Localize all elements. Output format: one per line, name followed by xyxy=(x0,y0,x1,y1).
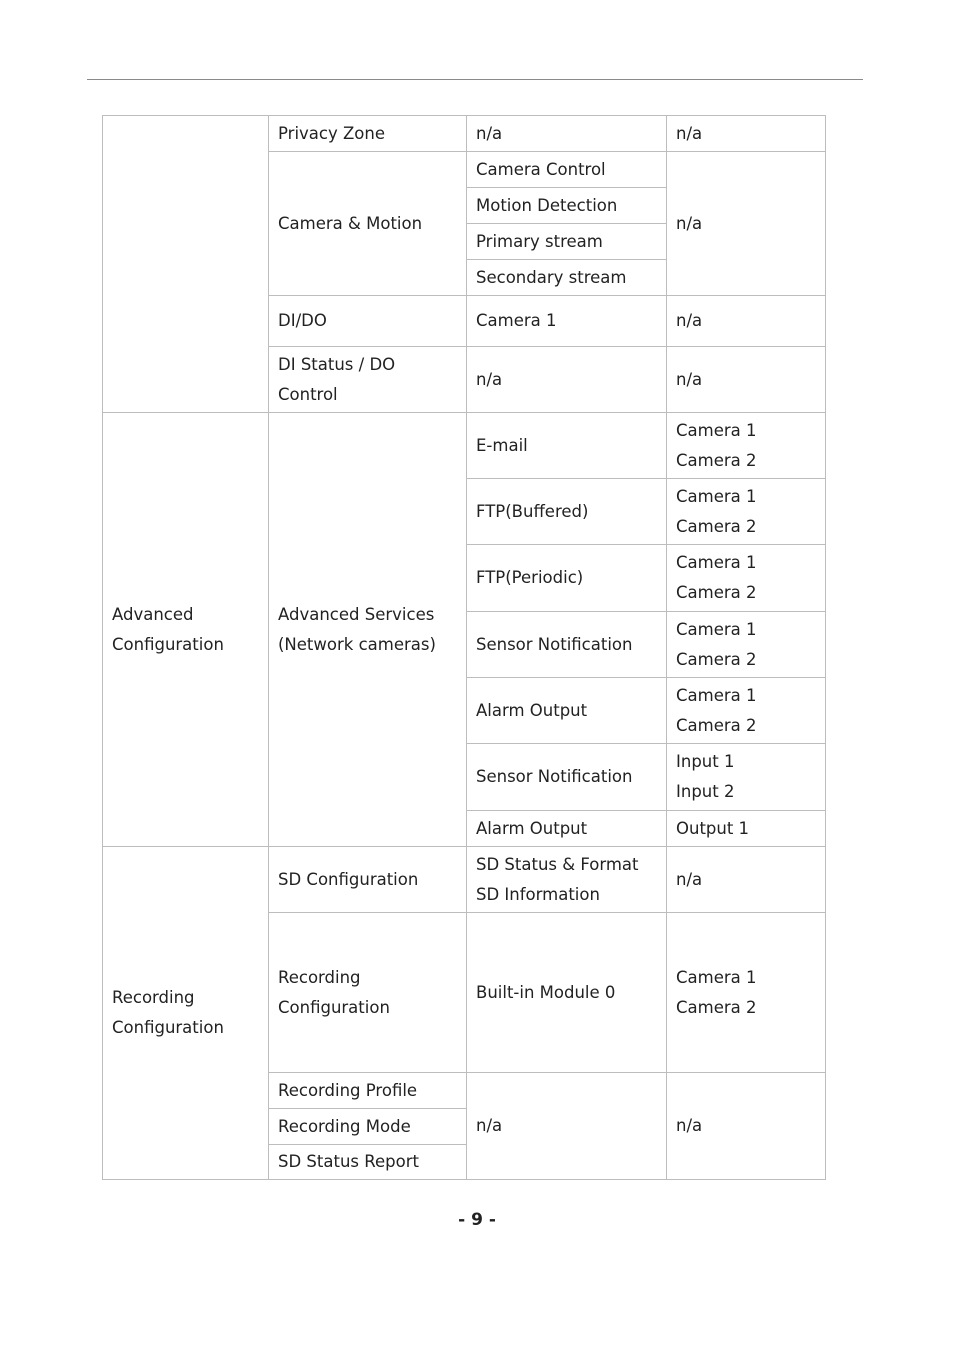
item-cell: Alarm Output xyxy=(467,678,667,744)
item-cell xyxy=(467,847,667,913)
cell-line: Configuration xyxy=(112,1018,224,1037)
item-cell: E-mail xyxy=(467,413,667,479)
channel-cell xyxy=(667,744,826,811)
submenu-cell: SD Status Report xyxy=(269,1145,467,1180)
submenu-cell: Recording Mode xyxy=(269,1109,467,1145)
cell-line: Camera 2 xyxy=(676,715,757,735)
cell-line: Camera 1 xyxy=(676,486,757,506)
cell-line: Configuration xyxy=(112,634,224,654)
group-cell xyxy=(103,413,269,847)
channel-cell: n/a xyxy=(667,847,826,913)
item-cell: Sensor Notification xyxy=(467,744,667,811)
cell-line: Input 1 xyxy=(676,752,735,771)
table-row xyxy=(103,413,826,479)
channel-cell: n/a xyxy=(667,296,826,347)
item-cell: FTP(Periodic) xyxy=(467,545,667,612)
submenu-cell: SD Configuration xyxy=(269,847,467,913)
item-cell: Alarm Output xyxy=(467,811,667,847)
cell-line: DI Status / DO xyxy=(278,354,396,374)
item-cell: Secondary stream xyxy=(467,260,667,296)
cell-line: Camera 2 xyxy=(676,997,757,1017)
item-cell: n/a xyxy=(467,1073,667,1180)
channel-cell: Output 1 xyxy=(667,811,826,847)
channel-cell: n/a xyxy=(667,1073,826,1180)
page-number: - 9 - xyxy=(458,1210,496,1230)
cell-line: Control xyxy=(278,384,338,404)
item-cell: Motion Detection xyxy=(467,188,667,224)
cell-line: Camera 1 xyxy=(676,685,757,705)
cell-line: SD Status & Format xyxy=(476,854,639,874)
submenu-cell xyxy=(269,347,467,413)
cell-line: Camera 2 xyxy=(676,583,757,602)
channel-cell xyxy=(667,612,826,678)
submenu-cell: Recording Profile xyxy=(269,1073,467,1109)
submenu-cell xyxy=(269,913,467,1073)
item-cell: n/a xyxy=(467,116,667,152)
cell-line: Recording xyxy=(112,988,195,1007)
cell-line: Advanced xyxy=(112,604,194,624)
channel-cell: n/a xyxy=(667,152,826,296)
item-cell: FTP(Buffered) xyxy=(467,479,667,545)
channel-cell: n/a xyxy=(667,116,826,152)
cell-line: Advanced Services xyxy=(278,604,435,624)
channel-cell xyxy=(667,913,826,1073)
channel-cell: n/a xyxy=(667,347,826,413)
submenu-cell: Privacy Zone xyxy=(269,116,467,152)
table-row xyxy=(103,847,826,913)
channel-cell xyxy=(667,413,826,479)
table-row xyxy=(103,116,826,152)
submenu-cell: DI/DO xyxy=(269,296,467,347)
cell-line: Camera 2 xyxy=(676,649,757,669)
cell-line: Camera 2 xyxy=(676,516,757,536)
group-cell xyxy=(103,847,269,1180)
group-cell-empty xyxy=(103,116,269,413)
cell-line: Recording xyxy=(278,967,361,987)
cell-line: Camera 1 xyxy=(676,553,757,572)
cell-line: Camera 2 xyxy=(676,450,757,470)
item-cell: Primary stream xyxy=(467,224,667,260)
item-cell: Sensor Notification xyxy=(467,612,667,678)
cell-line: (Network cameras) xyxy=(278,634,436,654)
menu-structure-table xyxy=(102,115,826,1180)
channel-cell xyxy=(667,545,826,612)
submenu-cell: Camera & Motion xyxy=(269,152,467,296)
item-cell: Built-in Module 0 xyxy=(467,913,667,1073)
cell-line: Camera 1 xyxy=(676,420,757,440)
cell-line: Camera 1 xyxy=(676,967,757,987)
item-cell: Camera Control xyxy=(467,152,667,188)
item-cell: n/a xyxy=(467,347,667,413)
submenu-cell xyxy=(269,413,467,847)
channel-cell xyxy=(667,479,826,545)
cell-line: Camera 1 xyxy=(676,619,757,639)
item-cell: Camera 1 xyxy=(467,296,667,347)
channel-cell xyxy=(667,678,826,744)
cell-line: SD Information xyxy=(476,884,600,904)
cell-line: Input 2 xyxy=(676,782,735,801)
header-rule xyxy=(87,79,863,80)
cell-line: Configuration xyxy=(278,997,390,1017)
